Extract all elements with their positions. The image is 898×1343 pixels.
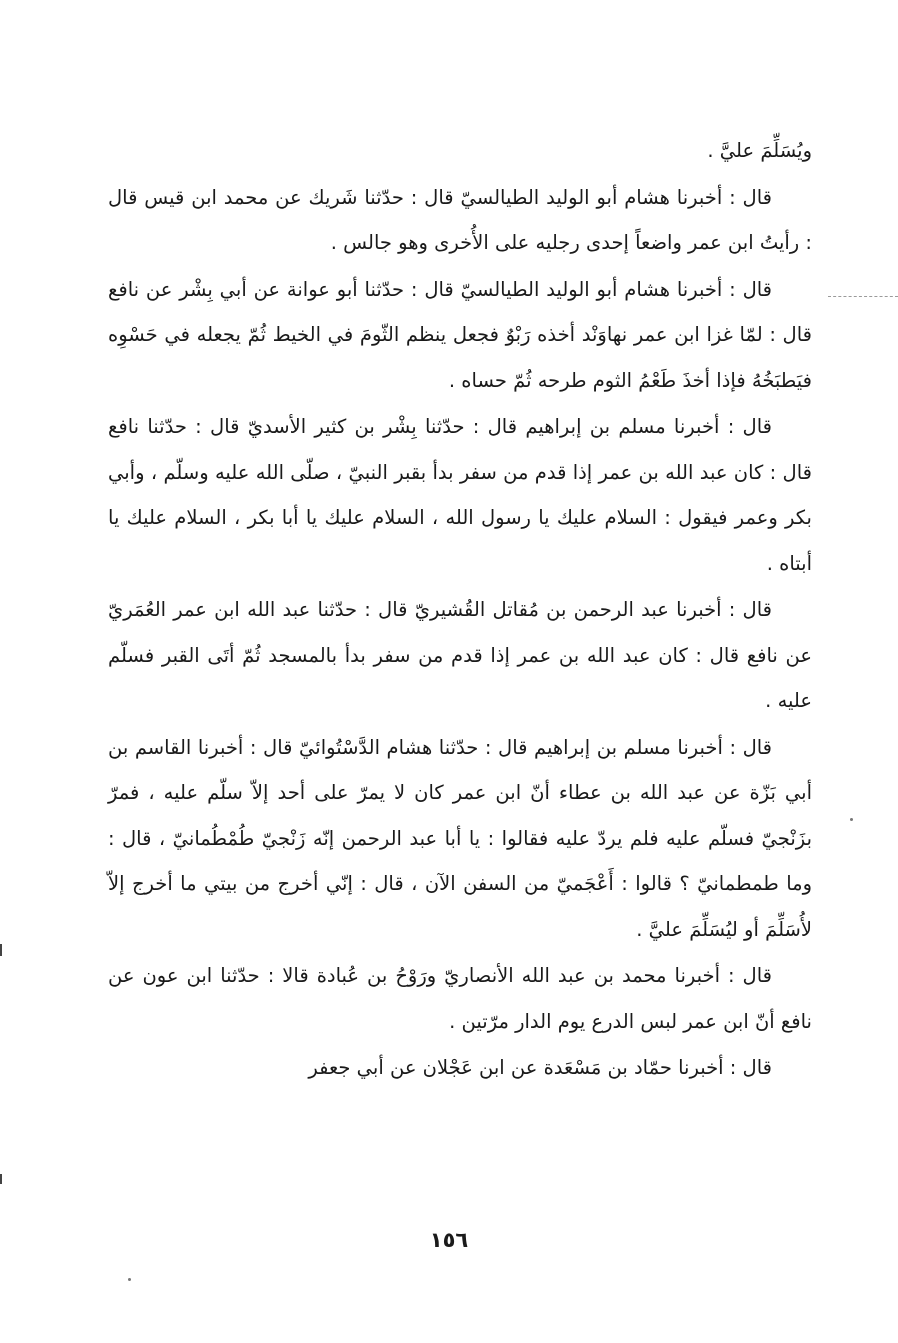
body-text xyxy=(108,128,812,1091)
scan-speck xyxy=(850,818,853,821)
scan-speck xyxy=(128,1278,131,1281)
paragraph-continuation: ويُسَلِّمَ عليَّ . xyxy=(707,139,812,162)
page-number: ١٥٦ xyxy=(429,1228,469,1252)
scan-margin-mark xyxy=(0,944,2,956)
paragraph-hadith-5: قال : أخبرنا مسلم بن إبراهيم قال : حدّثنا هشام الدَّسْتُوائيّ قال : أخبرنا القاسم بن أبي بَزّة عن عبد الله بن عطاء أنّ ابن عمر كان لا يمرّ على أحد إلاّ سلّم عليه ، فمرّ بزَنْجيّ فسلّم عليه فلم يردّ عليه فقالوا : يا أبا عبد الرحمن إنّه زَنْجيّ طُمْطُمانيّ ، قال : وما طمطمانيّ ؟ قالوا : أَعْجَميّ من السفن الآن ، قال : إنّي أخرج من بيتي ما أخرج إلاّ لأُسَلِّمَ أو ليُسَلِّمَ عليَّ . xyxy=(108,735,812,941)
paragraph-hadith-4: قال : أخبرنا عبد الرحمن بن مُقاتل القُشيريّ قال : حدّثنا عبد الله ابن عمر العُمَريّ عن نافع قال : كان عبد الله بن عمر إذا قدم من سفر بدأ بالمسجد ثُمّ أتَى القبر فسلّم عليه . xyxy=(108,598,812,712)
scan-dash-rule xyxy=(828,296,898,297)
scan-margin-mark xyxy=(0,1174,2,1184)
paragraph-hadith-2: قال : أخبرنا هشام أبو الوليد الطيالسيّ قال : حدّثنا أبو عوانة عن أبي بِشْر عن نافع قال : لمّا غزا ابن عمر نهاوَنْد أخذه رَبْوٌ فجعل ينظم الثّومَ في الخيط ثُمّ يجعله في حَسْوِه فيَطبَخُهُ فإذا أخذَ طَعْمُ الثوم طرحه ثُمّ حساه . xyxy=(108,277,812,392)
paragraph-hadith-3: قال : أخبرنا مسلم بن إبراهيم قال : حدّثنا بِشْر بن كثير الأسديّ قال : حدّثنا نافع قال : كان عبد الله بن عمر إذا قدم من سفر بدأ بقبر النبيّ ، صلّى الله عليه وسلّم ، وأبي بكر وعمر فيقول : السلام عليك يا رسول الله ، السلام عليك يا أبا بكر ، السلام عليك يا أبتاه . xyxy=(108,415,812,575)
paragraph-hadith-6: قال : أخبرنا محمد بن عبد الله الأنصاريّ ورَوْحُ بن عُبادة قالا : حدّثنا ابن عون عن نافع أنّ ابن عمر لبس الدرع يوم الدار مرّتين . xyxy=(108,964,812,1033)
paragraph-hadith-1: قال : أخبرنا هشام أبو الوليد الطيالسيّ قال : حدّثنا شَريك عن محمد ابن قيس قال : رأيتُ ابن عمر واضعاً إحدى رجليه على الأُخرى وهو جالس . xyxy=(108,185,812,254)
paragraph-hadith-7: قال : أخبرنا حمّاد بن مَسْعَدة عن ابن عَجْلان عن أبي جعفر xyxy=(308,1056,772,1079)
